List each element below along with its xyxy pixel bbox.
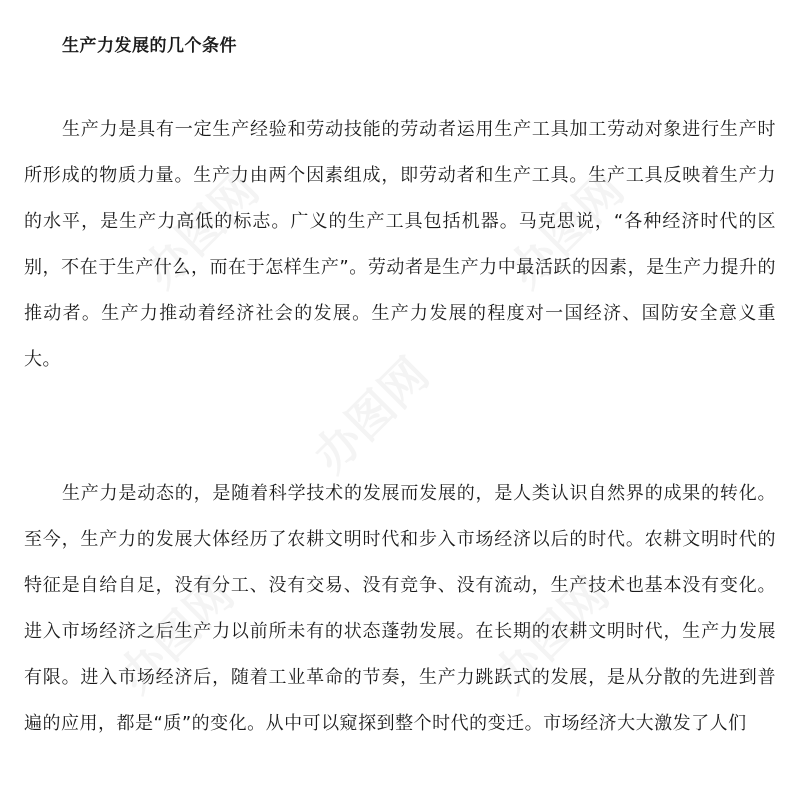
watermark: 办图网 xyxy=(108,567,245,704)
paragraph: 生产力是动态的，是随着科学技术的发展而发展的，是人类认识自然界的成果的转化。至今，生产力的发展大体经历了农耕文明时代和步入市场经济以后的时代。农耕文明时代的特征是自给自足，没有分工、没有交易、没有竞争、没有流动，生产技术也基本没有变化。进入市场经济之后生产力以前所未有的状态蓬勃发展。在长期的农耕文明时代，生产力发展有限。进入市场经济后，随着工业革命的节奏，生产力跳跃式的发展，是从分散的先进到普遍的应用，都是“质”的变化。从中可以窥探到整个时代的变迁。市场经济大大激发了人们 xyxy=(24,483,776,734)
watermark: 办图网 xyxy=(483,567,620,704)
paragraph: 生产力是具有一定生产经验和劳动技能的劳动者运用生产工具加工劳动对象进行生产时所形成的物质力量。生产力由两个因素组成，即劳动者和生产工具。生产工具反映着生产力的水平，是生产力高低的标志。广义的生产工具包括机器。马克思说，“各种经济时代的区别，不在于生产什么，而在于怎样生产”。劳动者是生产力中最活跃的因素，是生产力提升的推动者。生产力推动着经济社会的发展。生产力发展的程度对一国经济、国防安全意义重大。 xyxy=(24,119,776,370)
watermark: 办图网 xyxy=(133,162,270,299)
watermark: 办图网 xyxy=(303,347,440,484)
document-title: 生产力发展的几个条件 xyxy=(62,36,237,56)
watermark: 办图网 xyxy=(498,162,635,299)
